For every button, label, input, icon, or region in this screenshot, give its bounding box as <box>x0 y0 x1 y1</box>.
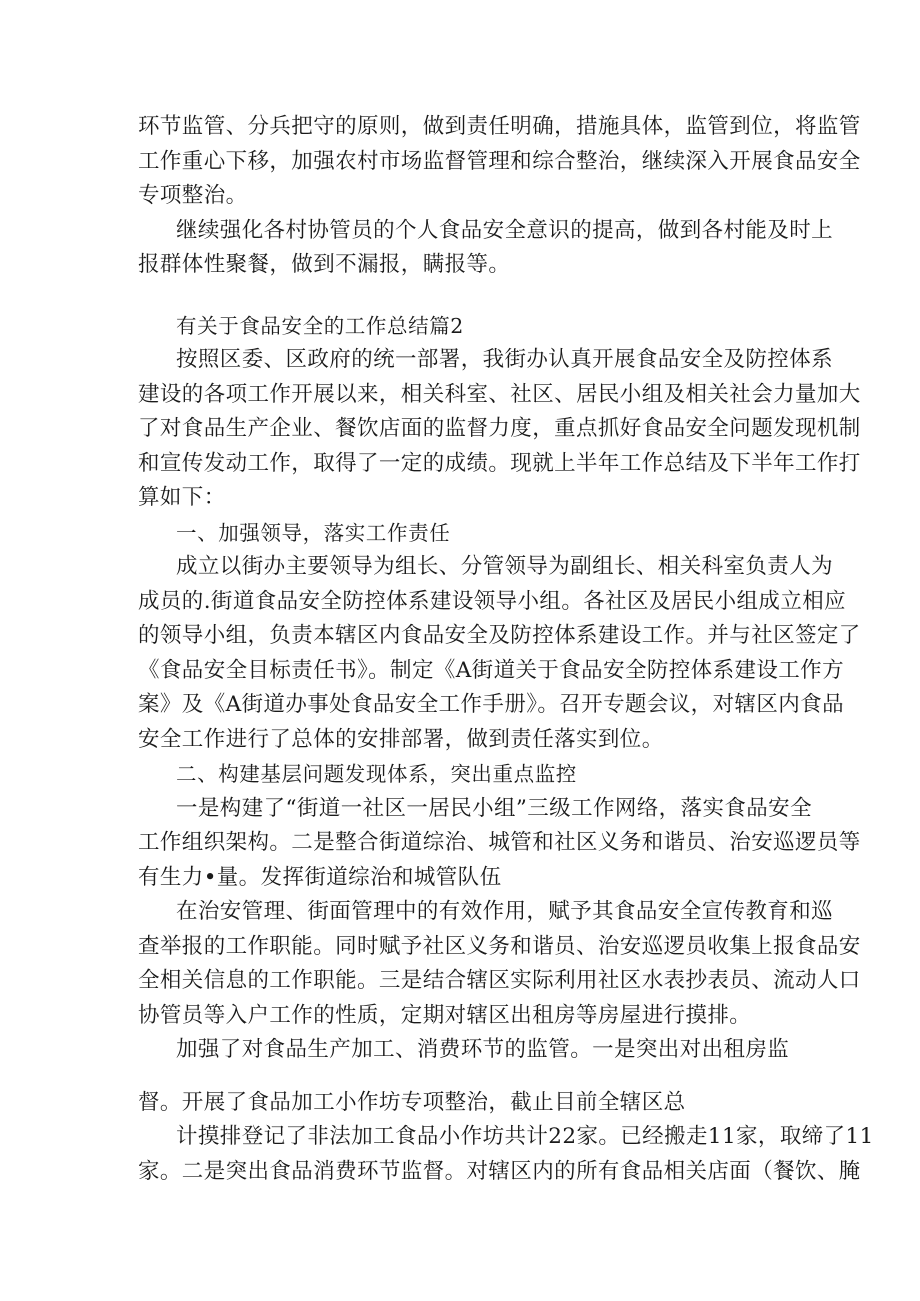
text-line: 全相关信息的工作职能。三是结合辖区实际利用社区水表抄表员、流动人口 <box>138 968 861 993</box>
text-line: 继续强化各村协管员的个人食品安全意识的提高，做到各村能及时上 <box>176 218 834 243</box>
text-line: 成员的.街道食品安全防控体系建设领导小组。各社区及居民小组成立相应 <box>138 589 847 614</box>
text-line: 的领导小组，负责本辖区内食品安全及防控体系建设工作。并与社区签定了 <box>138 623 861 648</box>
text-line: 了对食品生产企业、餐饮店面的监督力度，重点抓好食品安全问题发现机制 <box>138 416 861 441</box>
subheading: 一、加强领导，落实工作责任 <box>176 521 451 545</box>
text-line: 工作组织架构。二是整合街道综治、城管和社区义务和谐员、治安巡逻员等 <box>138 830 861 855</box>
text-line: 和宣传发动工作，取得了一定的成绩。现就上半年工作总结及下半年工作打 <box>138 451 861 476</box>
text-line: 一是构建了“街道一社区一居民小组”三级工作网络，落实食品安全 <box>176 796 812 821</box>
text-line: 工作重心下移，加强农村市场监督管理和综合整治，继续深入开展食品安全 <box>138 149 861 174</box>
text-line: 建设的各项工作开展以来，相关科室、社区、居民小组及相关社会力量加大 <box>138 382 861 407</box>
text-line: 报群体性聚餐，做到不漏报，瞒报等。 <box>138 252 511 277</box>
text-line: 家。二是突出食品消费环节监督。对辖区内的所有食品相关店面（餐饮、腌 <box>138 1159 861 1184</box>
text-line: 案》及《A街道办事处食品安全工作手册》。召开专题会议，对辖区内食品 <box>138 692 844 717</box>
text-line: 专项整治。 <box>138 183 248 208</box>
text-line: 《食品安全目标责任书》。制定《A街道关于食品安全防控体系建设工作方 <box>138 658 844 683</box>
text-line: 安全工作进行了总体的安排部署，做到责任落实到位。 <box>138 727 664 752</box>
text-line: 查举报的工作职能。同时赋予社区义务和谐员、治安巡逻员收集上报食品安 <box>138 934 861 959</box>
text-line: 成立以街办主要领导为组长、分管领导为副组长、相关科室负责人为 <box>176 554 834 579</box>
text-line: 有生力•量。发挥街道综治和城管队伍 <box>138 865 502 890</box>
text-line: 在治安管理、街面管理中的有效作用，赋予其食品安全宣传教育和巡 <box>176 899 834 924</box>
text-line: 按照区委、区政府的统一部署，我街办认真开展食品安全及防控体系 <box>176 347 834 372</box>
text-line: 协管员等入户工作的性质，定期对辖区出租房等房屋进行摸排。 <box>138 1003 752 1028</box>
text-line: 督。开展了食品加工小作坊专项整治，截止目前全辖区总 <box>138 1090 686 1115</box>
text-line: 环节监管、分兵把守的原则，做到责任明确，措施具体，监管到位，将监管 <box>138 114 861 139</box>
text-line: 算如下： <box>138 485 226 510</box>
subheading: 二、构建基层问题发现体系，突出重点监控 <box>176 762 577 786</box>
text-line: 计摸排登记了非法加工食品小作坊共计22家。已经搬走11家，取缔了11 <box>176 1124 874 1149</box>
section-title: 有关于食品安全的工作总结篇2 <box>176 314 464 338</box>
text-line: 加强了对食品生产加工、消费环节的监管。一是突出对出租房监 <box>176 1037 790 1062</box>
